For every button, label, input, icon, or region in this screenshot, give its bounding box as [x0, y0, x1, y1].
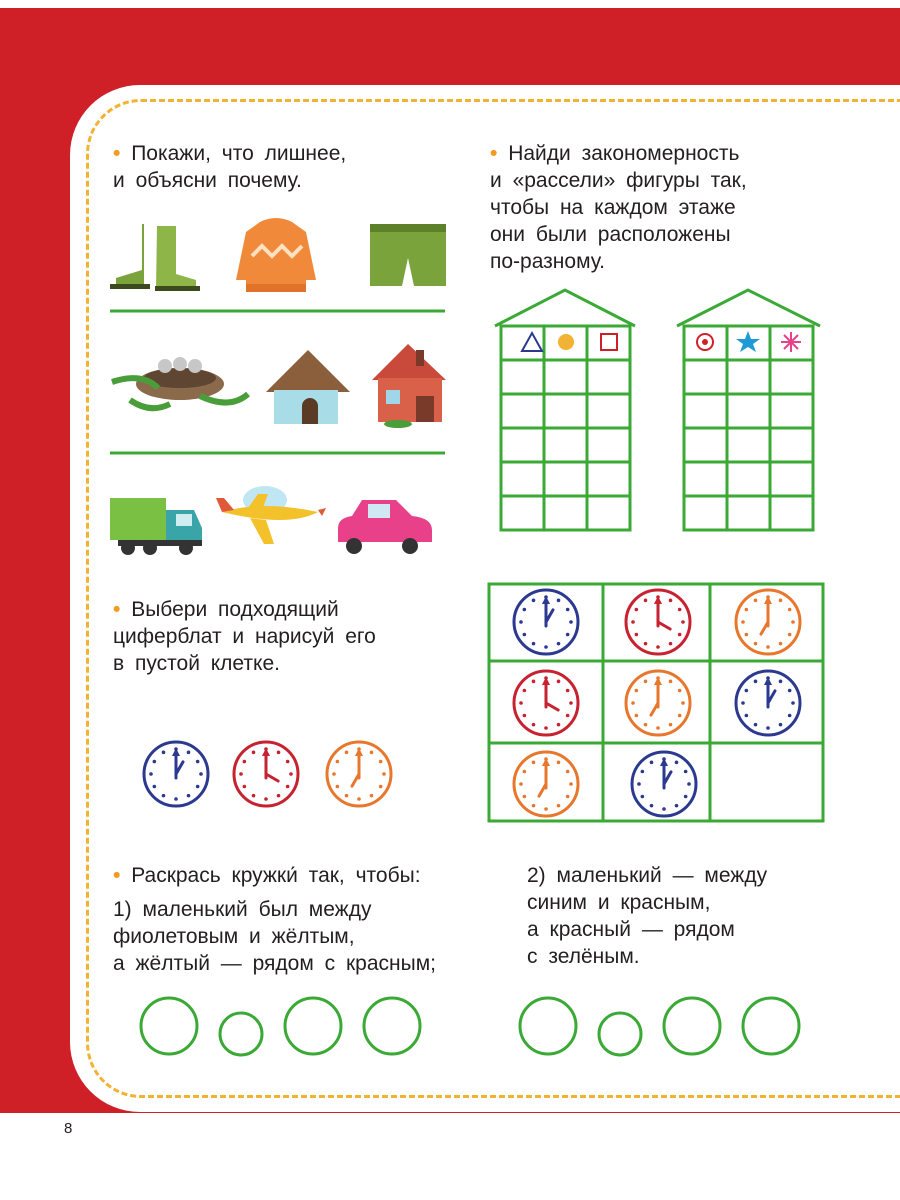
clock-icon	[736, 671, 800, 735]
triangle-icon	[522, 333, 542, 351]
clock-icon	[144, 742, 208, 806]
boots-icon	[110, 224, 200, 291]
star-icon	[736, 331, 760, 352]
task2-line-4: они были расположены	[490, 223, 731, 246]
task4-part2-line-1: 2) маленький — между	[527, 864, 768, 887]
circle-large	[364, 998, 420, 1054]
task1-line-1: Покажи, что лишнее,	[131, 142, 347, 165]
square-icon	[601, 334, 617, 350]
clock-icon	[626, 671, 690, 735]
bullet-icon: •	[113, 598, 121, 621]
house-icon	[372, 344, 446, 428]
circle-large	[285, 998, 341, 1054]
bullet-icon: •	[113, 864, 121, 887]
clocks	[144, 590, 800, 816]
circle-large	[141, 998, 197, 1054]
clock-icon	[514, 671, 578, 735]
task2-line-2: и «рассели» фигуры так,	[490, 169, 747, 192]
nest-icon	[112, 357, 248, 408]
coloring-circles	[141, 998, 799, 1055]
page-number: 8	[64, 1120, 73, 1137]
task4-part2-line-2: синим и красным,	[527, 891, 711, 914]
circle-large	[520, 998, 576, 1054]
truck-icon	[110, 498, 202, 555]
car-icon	[338, 500, 432, 554]
circle-small	[220, 1013, 262, 1055]
bullet-icon: •	[490, 142, 498, 165]
task2-line-3: чтобы на каждом этаже	[490, 196, 736, 219]
sweater-icon	[236, 218, 316, 292]
task4-intro-text: Раскрась кружки́ так, чтобы:	[131, 864, 421, 887]
clock-icon	[327, 742, 391, 806]
task3-line-1: Выбери подходящий	[131, 598, 339, 621]
asterisk-icon	[781, 332, 801, 352]
circle-large	[664, 998, 720, 1054]
task2-line-1: Найди закономерность	[508, 142, 740, 165]
house-grid-1	[495, 290, 635, 530]
circle-icon	[558, 334, 574, 350]
circle-large	[743, 998, 799, 1054]
circle-small	[599, 1013, 641, 1055]
house-grid-2	[677, 290, 820, 530]
shorts-icon	[370, 224, 446, 286]
clock-icon	[234, 742, 298, 806]
clock-icon	[514, 590, 578, 654]
task4-part2-line-4: с зелёным.	[527, 945, 640, 968]
target-icon	[697, 334, 713, 350]
task2-line-5: по-разному.	[490, 250, 605, 273]
task4-part1-line-3: а жёлтый — рядом с красным;	[113, 952, 436, 975]
task3-line-2: циферблат и нарисуй его	[113, 625, 376, 648]
clock-icon	[632, 752, 696, 816]
task4-part1-line-1: 1) маленький был между	[113, 898, 372, 921]
clock-icon	[736, 590, 800, 654]
clock-icon	[626, 590, 690, 654]
task4-part1-line-2: фиолетовым и жёлтым,	[113, 925, 355, 948]
task1-line-2: и объясни почему.	[113, 169, 302, 192]
airplane-icon	[216, 486, 326, 544]
doghouse-icon	[266, 350, 350, 424]
clock-icon	[514, 752, 578, 816]
bullet-icon: •	[113, 142, 121, 165]
task3-line-3: в пустой клетке.	[113, 652, 280, 675]
task4-part2-line-3: а красный — рядом	[527, 918, 735, 941]
